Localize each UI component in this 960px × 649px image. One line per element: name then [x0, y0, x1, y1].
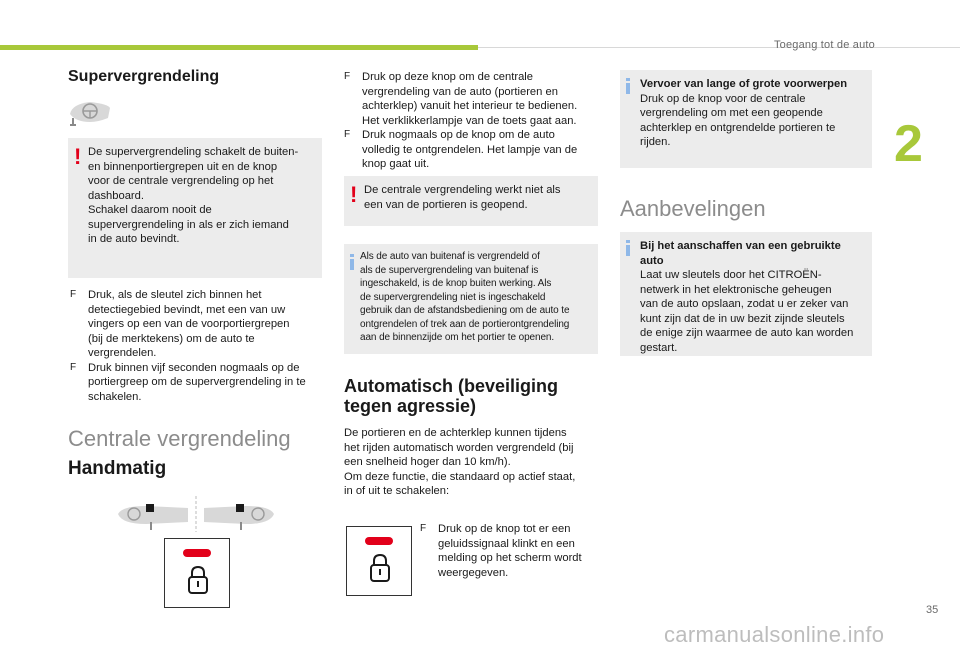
header-rule: [478, 47, 960, 48]
centrale-warning-box: ! De centrale vergrendeling werkt niet als een van de portieren is geopend.: [344, 176, 598, 226]
supervergrendeling-steps: [70, 288, 326, 405]
list-item: F Druk op de knop tot er een geluidssignaal klinkt en een melding op het scherm wordt weergegeven.: [420, 523, 582, 579]
auto-lock-button-illustration: [346, 526, 412, 596]
warning-icon: !: [74, 144, 82, 169]
bullet-mark: F: [344, 71, 351, 82]
list-item: F Druk binnen vijf seconden nogmaals op de portiergreep om de supervergrendeling in te schakelen.: [70, 361, 306, 403]
central-lock-button-illustration: [164, 538, 230, 608]
automatisch-step: [420, 522, 600, 580]
list-item: F Druk op deze knop om de centrale vergrendeling van de auto (portieren en achterklep) vanuit het interieur te bedienen. Het verklikkerlampje van de toets gaat aan.: [344, 71, 578, 127]
bullet-mark: F: [70, 289, 77, 300]
header-accent-rule: [0, 45, 478, 50]
dashboard-buttons-illustration: [116, 494, 276, 534]
chapter-title: Toegang tot de auto: [773, 39, 875, 51]
steering-wheel-icon: [68, 96, 112, 130]
aanschaffen-info-box: Bij het aanschaffen van een gebruikte auto Laat uw sleutels door het CITROËN- netwerk in het elektronische geheugen van de auto opslaan, zodat u er zeker van kunt zijn dat de in uw bezit zijnde sleutels de enige zijn waarmee de auto kan worden gestart.: [620, 232, 872, 356]
warning-line: supervergrendeling in als er zich iemand: [88, 218, 289, 231]
list-item: F Druk, als de sleutel zich binnen het detectiegebied bevindt, met een van uw vingers op een van de voorportiergrepen (bij de merktekens) om de auto te vergrendelen.: [70, 289, 290, 360]
watermark: carmanualsonline.info: [664, 622, 885, 647]
bullet-mark: F: [70, 361, 77, 373]
warning-icon: !: [350, 182, 358, 207]
centrale-info-box: Als de auto van buitenaf is vergrendeld of als de supervergrendeling van buitenaf is ingeschakeld, is de knop buiten werking. Als de supervergrendeling niet is ingeschakeld gebruik dan de afstandsbediening om de auto te ontgrendelen of trek aan de portierontgrendeling aan de binnenzijde om het portier te openen.: [344, 244, 598, 354]
warning-line: voor de centrale vergrendeling op het: [88, 175, 274, 188]
info-title: Vervoer van lange of grote voorwerpen: [640, 78, 848, 90]
aanbevelingen-heading: Aanbevelingen: [620, 196, 766, 221]
automatisch-heading: Automatisch (beveiliging tegen agressie): [344, 376, 559, 417]
indicator-light: [365, 537, 393, 545]
info-icon: [626, 240, 630, 256]
info-icon: [350, 254, 354, 270]
centrale-vergrendeling-steps: [344, 70, 600, 172]
automatisch-text: De portieren en de achterklep kunnen tijdens het rijden automatisch worden vergrendeld (bij een snelheid hoger dan 10 km/h). Om deze functie, die standaard op actief staat, in of uit te schakelen:: [344, 427, 576, 498]
info-title: Bij het aanschaffen van een gebruikte: [640, 240, 841, 252]
bullet-mark: F: [420, 523, 427, 534]
indicator-light: [183, 549, 211, 557]
handmatig-heading: Handmatig: [68, 458, 167, 479]
info-icon: [626, 78, 630, 94]
warning-line: in de auto bevindt.: [88, 233, 180, 246]
warning-line: dashboard.: [88, 189, 144, 202]
page-number: 35: [926, 604, 939, 616]
chapter-number: 2: [894, 115, 923, 173]
warning-line: De supervergrendeling schakelt de buiten-: [88, 146, 299, 158]
bullet-mark: F: [344, 129, 351, 141]
transport-info-box: Vervoer van lange of grote voorwerpen Druk op de knop voor de centrale vergrendeling om met een geopende achterklep en ontgrendelde portieren te rijden.: [620, 70, 872, 168]
supervergrendeling-warning-box: [68, 138, 322, 278]
centrale-vergrendeling-heading: Centrale vergrendeling: [68, 426, 291, 451]
list-item: F Druk nogmaals op de knop om de auto volledig te ontgrendelen. Het lampje van de knop gaat uit.: [344, 129, 578, 171]
supervergrendeling-heading: Supervergrendeling: [68, 68, 220, 85]
warning-line: en binnenportiergrepen uit en de knop: [88, 160, 278, 173]
padlock-icon: [187, 565, 209, 595]
padlock-icon: [369, 553, 391, 583]
warning-line: Schakel daarom nooit de: [88, 204, 212, 217]
